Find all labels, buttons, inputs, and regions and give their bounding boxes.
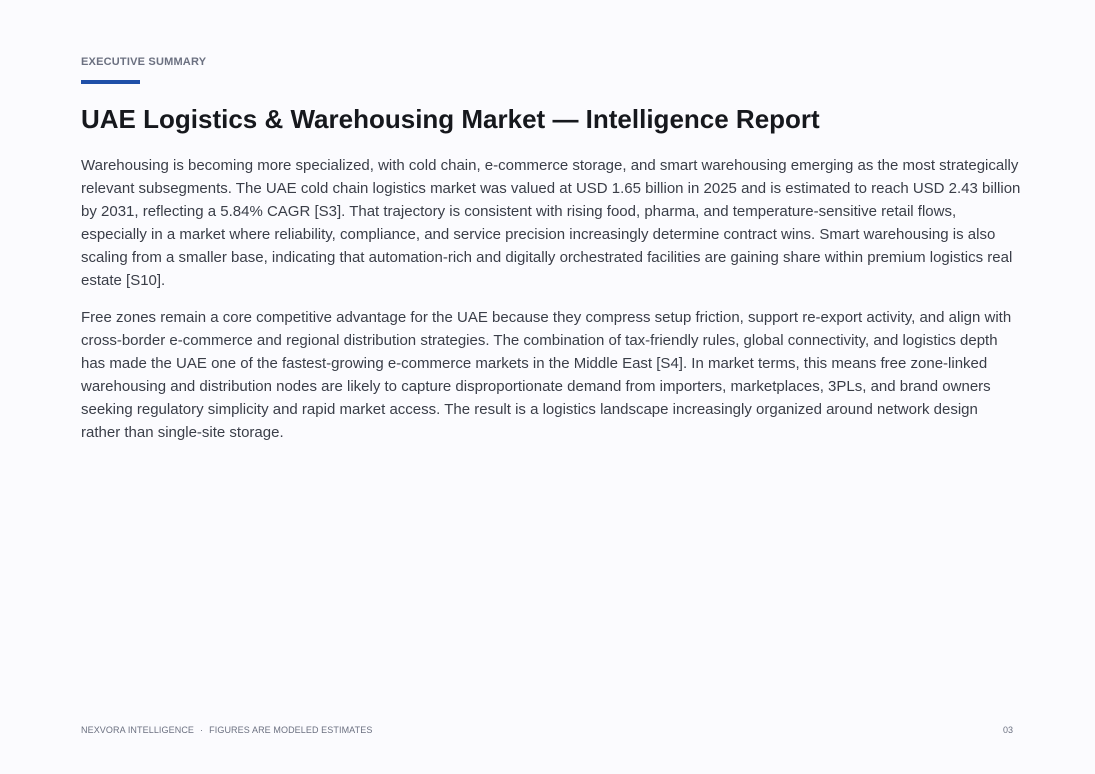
page-number: 03	[1002, 725, 1013, 735]
paragraph-free-zones: Free zones remain a core competitive advantage for the UAE because they compress setup friction, support re-export activity, and align with cross-border e-commerce and regional distribution strategies. The combination of tax-friendly rules, global connectivity, and logistics depth has made the UAE one of the fastest-growing e-commerce markets in the Middle East [S4]. In market terms, this means free zone-linked warehousing and distribution nodes are likely to capture disproportionate demand from importers, marketplaces, 3PLs, and brand owners seeking regulatory simplicity and rapid market access. The result is a logistics landscape increasingly organized around network design rather than single-site storage.	[81, 309, 1012, 441]
section-label: EXECUTIVE SUMMARY	[81, 56, 207, 68]
footer-note: FIGURES ARE MODELED ESTIMATES	[209, 725, 373, 735]
paragraph-cold-chain: Warehousing is becoming more specialized, with cold chain, e-commerce storage, and smart warehousing emerging as the most strategically relevant subsegments. The UAE cold chain logistics market was valued at USD 1.65 billion in 2025 and is estimated to reach USD 2.43 billion by 2031, reflecting a 5.84% CAGR [S3]. That trajectory is consistent with rising food, pharma, and temperature-sensitive retail flows, especially in a market where reliability, compliance, and service precision increasingly determine contract wins. Smart warehousing is also scaling from a smaller base, indicating that automation-rich and digitally orchestrated facilities are gaining share within premium logistics real estate [S10].	[81, 157, 1021, 289]
body-text	[81, 154, 1021, 458]
page-title: UAE Logistics & Warehousing Market — Intelligence Report	[81, 104, 820, 134]
accent-bar	[81, 80, 140, 84]
report-page	[81, 0, 1021, 774]
footer-left	[81, 725, 372, 735]
footer-separator: ·	[200, 725, 204, 735]
footer-brand: NEXVORA INTELLIGENCE	[81, 725, 195, 735]
